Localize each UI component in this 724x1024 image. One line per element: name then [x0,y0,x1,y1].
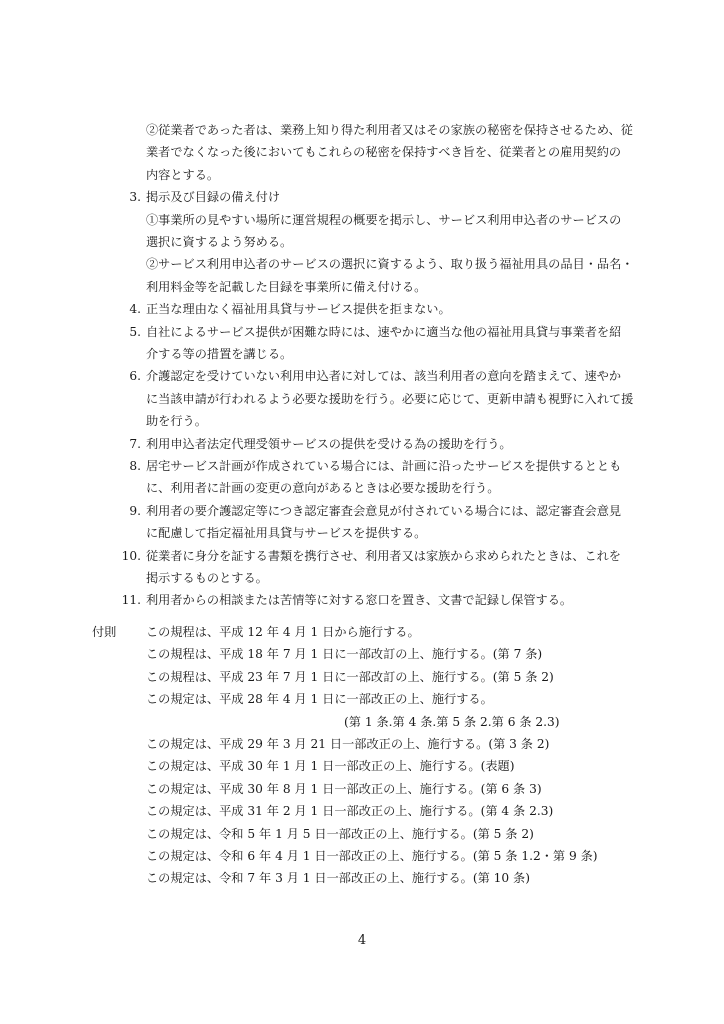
item-number: 10. [121,548,141,563]
supplementary-line: この規定は、平成 28 年 4 月 1 日に一部改正の上、施行する。 [146,692,493,707]
supplementary-line: この規程は、平成 18 年 7 月 1 日に一部改訂の上、施行する。(第 7 条) [146,647,543,662]
item-text-line: 助を行う。 [146,414,207,429]
item-text-line: 掲示するものとする。 [146,571,268,585]
item-text-line: に当該申請が行われるよう必要な援助を行う。必要に応じて、更新申請も視野に入れて援 [146,391,634,406]
supplementary-label: 付則 [92,625,117,639]
item-text-line: 正当な理由なく福祉用具貸与サービス提供を拒まない。 [146,302,451,317]
intro-line: 内容とする。 [146,167,220,182]
item-number: 4. [129,302,141,317]
item-text-line: 介する等の措置を講じる。 [146,347,293,361]
item-number: 5. [129,324,141,339]
item-text-line: 利用料金等を記載した目録を事業所に備え付ける。 [146,279,427,294]
supplementary-line: この規定は、令和 5 年 1 月 5 日一部改正の上、施行する。(第 5 条 2) [146,826,534,841]
item-text-line: に配慮して指定福祉用具貸与サービスを提供する。 [146,526,427,541]
supplementary-line: この規定は、平成 30 年 1 月 1 日一部改正の上、施行する。(表題) [146,759,515,774]
supplementary-line: この規定は、平成 29 年 3 月 21 日一部改正の上、施行する。(第 3 条 2) [146,737,550,751]
intro-line: ②従業者であった者は、業務上知り得た利用者又はその家族の秘密を保持させるため、従 [146,123,633,137]
page-number: 4 [357,933,367,948]
supplementary-line: この規定は、平成 30 年 8 月 1 日一部改正の上、施行する。(第 6 条 3) [146,781,542,796]
item-text-line: 選択に資するよう努める。 [146,235,293,249]
supplementary-line: この規程は、平成 12 年 4 月 1 日から施行する。 [146,625,420,639]
supplementary-line: この規定は、令和 7 年 3 月 1 日一部改正の上、施行する。(第 10 条) [146,871,530,886]
item-number: 3. [129,190,141,205]
supplementary-line: この規定は、令和 6 年 4 月 1 日一部改正の上、施行する。(第 5 条 1.2・第 9 条) [146,849,598,863]
item-text-line: に、利用者に計画の変更の意向があるときは必要な援助を行う。 [146,481,500,496]
intro-line: 業者でなくなった後においてもこれらの秘密を保持すべき旨を、従業者との雇用契約の [146,145,622,160]
item-number: 9. [129,503,141,518]
item-text-line: 介護認定を受けていない利用申込者に対しては、該当利用者の意向を踏まえて、速やか [146,369,622,384]
item-text-line: 自社によるサービス提供が困難な時には、速やかに適当な他の福祉用具貸与事業者を紹 [146,324,622,339]
item-number: 8. [129,459,141,473]
item-text-line: 掲示及び目録の備え付け [146,190,281,205]
item-text-line: 居宅サービス計画が作成されている場合には、計画に沿ったサービスを提供するととも [146,459,622,473]
item-number: 11. [121,593,141,608]
item-text-line: 利用申込者法定代理受領サービスの提供を受ける為の援助を行う。 [146,436,512,451]
item-text-line: 従業者に身分を証する書類を携行させ、利用者又は家族から求められたときは、これを [146,548,621,563]
supplementary-line: この規程は、平成 23 年 7 月 1 日に一部改訂の上、施行する。(第 5 条 2) [146,669,554,684]
supplementary-line: (第 1 条.第 4 条.第 5 条 2.第 6 条 2.3) [344,714,560,729]
item-text-line: ②サービス利用申込者のサービスの選択に資するよう、取り扱う福祉用具の品目・品名・ [146,257,634,272]
item-text-line: 利用者からの相談または苦情等に対する窓口を置き、文書で記録し保管する。 [146,593,573,608]
item-number: 6. [129,369,141,384]
item-text-line: 利用者の要介護認定等につき認定審査会意見が付されている場合には、認定審査会意見 [146,503,622,518]
item-number: 7. [129,436,141,451]
item-text-line: ①事業所の見やすい場所に運営規程の概要を掲示し、サービス利用申込者のサービスの [146,212,622,227]
supplementary-line: この規定は、平成 31 年 2 月 1 日一部改正の上、施行する。(第 4 条 2.3) [146,804,554,819]
